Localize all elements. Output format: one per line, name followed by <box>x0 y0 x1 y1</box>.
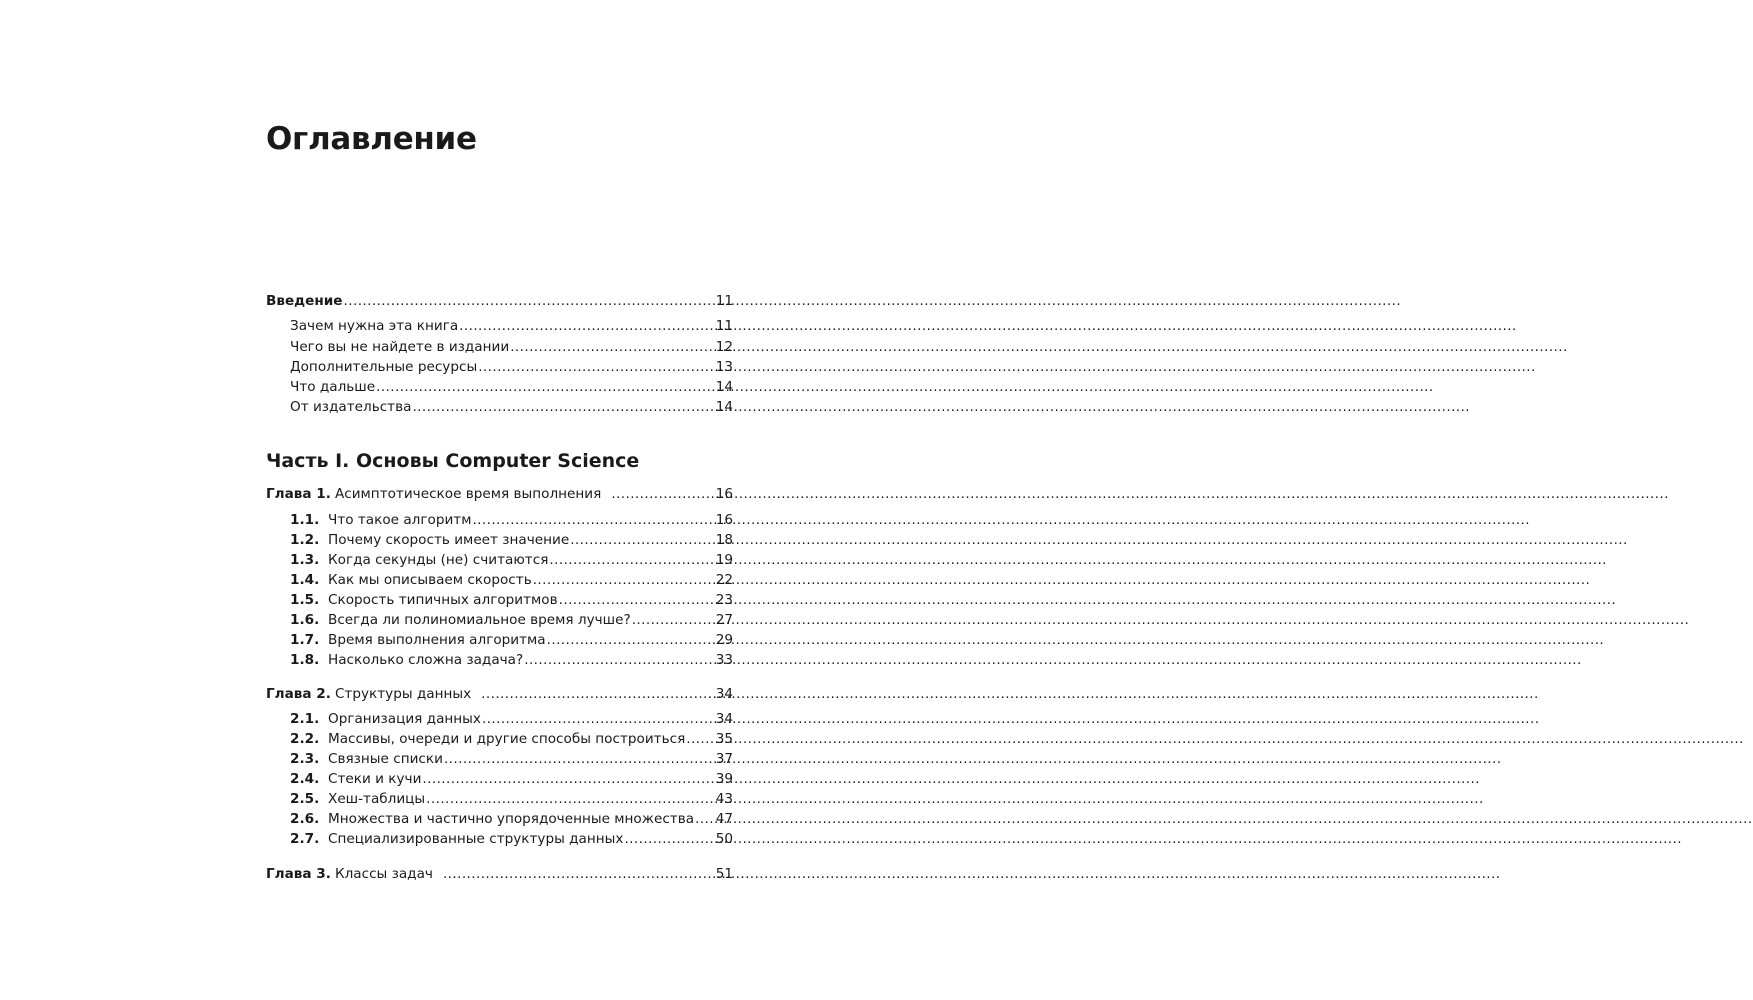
toc-page-number: 12 <box>715 339 733 355</box>
dot-leader <box>459 316 715 336</box>
toc-page-number: 34 <box>715 686 733 702</box>
section-number: 2.6. <box>290 811 320 827</box>
toc-entry-text: Что дальше <box>290 379 376 395</box>
toc-page-number: 18 <box>715 532 733 548</box>
toc-entry-text: Чего вы не найдете в издании <box>290 339 510 355</box>
dot-leader <box>444 749 715 769</box>
toc-section <box>290 769 733 789</box>
toc-page-number: 50 <box>715 831 733 847</box>
section-number: 1.6. <box>290 612 320 628</box>
toc-page-number: 23 <box>715 592 733 608</box>
section-title: Как мы описываем скорость <box>328 572 532 588</box>
toc-page-number: 16 <box>715 486 733 502</box>
toc-section <box>290 530 733 550</box>
toc-chapter-1 <box>266 484 733 504</box>
chapter-title: Асимптотическое время выполнения <box>334 486 602 502</box>
section-number: 2.7. <box>290 831 320 847</box>
toc-section <box>290 550 733 570</box>
section-number: 1.8. <box>290 652 320 668</box>
dot-leader <box>624 829 714 849</box>
section-title: Специализированные структуры данных <box>328 831 624 847</box>
section-title: Хеш-таблицы <box>328 791 426 807</box>
dot-leader <box>524 650 714 670</box>
toc-entry <box>290 377 733 397</box>
toc-section <box>290 590 733 610</box>
section-number: 2.3. <box>290 751 320 767</box>
toc-section <box>290 789 733 809</box>
toc-page-number: 22 <box>715 572 733 588</box>
toc-section <box>290 510 733 530</box>
toc-section <box>290 729 733 749</box>
dot-leader <box>611 484 707 504</box>
section-number: 1.3. <box>290 552 320 568</box>
toc-entry-text: Дополнительные ресурсы <box>290 359 478 375</box>
section-number: 2.2. <box>290 731 320 747</box>
dot-leader <box>559 590 715 610</box>
dot-leader <box>570 530 714 550</box>
section-title: Массивы, очереди и другие способы построиться <box>328 731 686 747</box>
toc-section <box>290 570 733 590</box>
chapter-title: Классы задач <box>334 866 433 882</box>
section-number: 2.5. <box>290 791 320 807</box>
dot-leader <box>443 864 708 884</box>
toc-page-number: 33 <box>715 652 733 668</box>
toc-page-number: 43 <box>715 791 733 807</box>
toc-entry <box>290 357 733 377</box>
dot-leader <box>695 809 715 829</box>
toc-page-number: 51 <box>715 866 733 882</box>
section-title: Стеки и кучи <box>328 771 422 787</box>
chapter-label: Глава 1. <box>266 486 331 502</box>
section-title: Множества и частично упорядоченные множества <box>328 811 695 827</box>
section-title: Всегда ли полиномиальное время лучше? <box>328 612 631 628</box>
dot-leader <box>549 550 714 570</box>
dot-leader <box>510 337 714 357</box>
toc-page-number: 29 <box>715 632 733 648</box>
section-number: 1.5. <box>290 592 320 608</box>
section-number: 2.1. <box>290 711 320 727</box>
dot-leader <box>422 769 714 789</box>
toc-entry-text: Зачем нужна эта книга <box>290 318 459 334</box>
toc-section <box>290 809 733 829</box>
page-title: Оглавление <box>266 121 477 157</box>
toc-page-number: 47 <box>715 811 733 827</box>
toc-entry <box>290 316 733 336</box>
dot-leader <box>547 630 715 650</box>
toc-entry <box>290 337 733 357</box>
toc-page-number: 39 <box>715 771 733 787</box>
dot-leader <box>344 291 715 311</box>
section-title: Скорость типичных алгоритмов <box>328 592 558 608</box>
dot-leader <box>632 610 715 630</box>
toc-page-number: 11 <box>715 318 733 334</box>
dot-leader <box>478 357 715 377</box>
section-number: 2.4. <box>290 771 320 787</box>
toc-page-number: 16 <box>715 512 733 528</box>
toc-entry <box>290 397 733 417</box>
chapter-label: Глава 2. <box>266 686 331 702</box>
dot-leader <box>482 709 715 729</box>
toc-entry-intro <box>266 291 733 311</box>
part-title: Часть I. Основы Computer Science <box>266 450 640 472</box>
toc-section <box>290 630 733 650</box>
dot-leader <box>481 684 708 704</box>
toc-section <box>290 829 733 849</box>
toc-entry-text: От издательства <box>290 399 412 415</box>
section-title: Что такое алгоритм <box>328 512 472 528</box>
dot-leader <box>426 789 715 809</box>
toc-page-number: 19 <box>715 552 733 568</box>
toc-page-number: 27 <box>715 612 733 628</box>
section-number: 1.1. <box>290 512 320 528</box>
section-title: Насколько сложна задача? <box>328 652 524 668</box>
toc-section <box>290 650 733 670</box>
section-title: Когда секунды (не) считаются <box>328 552 549 568</box>
toc-page-number: 14 <box>715 399 733 415</box>
toc-page-number: 37 <box>715 751 733 767</box>
dot-leader <box>412 397 714 417</box>
dot-leader <box>472 510 714 530</box>
toc-page-number: 13 <box>715 359 733 375</box>
dot-leader <box>686 729 714 749</box>
chapter-label: Глава 3. <box>266 866 331 882</box>
section-title: Связные списки <box>328 751 443 767</box>
toc-chapter-2 <box>266 684 733 704</box>
toc-page-number: 14 <box>715 379 733 395</box>
toc-heading: Введение <box>266 293 343 309</box>
toc-page-number: 35 <box>715 731 733 747</box>
section-title: Почему скорость имеет значение <box>328 532 570 548</box>
chapter-title: Структуры данных <box>334 686 472 702</box>
dot-leader <box>376 377 715 397</box>
dot-leader <box>533 570 715 590</box>
toc-chapter-3 <box>266 864 733 884</box>
toc-section <box>290 749 733 769</box>
toc-page-number: 11 <box>715 293 733 309</box>
section-title: Организация данных <box>328 711 481 727</box>
toc-section <box>290 610 733 630</box>
toc-page-number: 34 <box>715 711 733 727</box>
section-number: 1.7. <box>290 632 320 648</box>
toc-section <box>290 709 733 729</box>
section-number: 1.4. <box>290 572 320 588</box>
section-title: Время выполнения алгоритма <box>328 632 546 648</box>
section-number: 1.2. <box>290 532 320 548</box>
